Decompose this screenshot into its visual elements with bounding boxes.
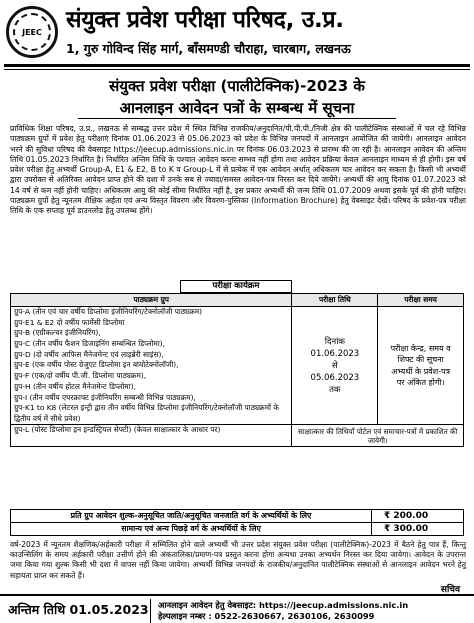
exam-date-suffix: तक bbox=[329, 384, 341, 395]
fee-table bbox=[10, 509, 464, 536]
exam-schedule-title: परीक्षा कार्यक्रम bbox=[180, 280, 292, 293]
body-paragraph: प्राविधिक शिक्षा परिषद, उ.प्र., लखनऊ से सम्बद्ध उत्तर प्रदेश में स्थित विभिन्न राजकीय/अनुदानित/पी.पी.पी./निजी क्षेत्र की पालीटेक्निक संस्थाओं में चल रहे विभिन्न पाठ्यक्रम ग्रुपों में प्रवेश हेतु परीक्षाएं दिनांक 01.06.2023 से 05.06.2023 को प्रदेश के विभिन्न जनपदों में आनलाइन आयोजित की जायेगी। आनलाइन आवेदन भरने की सुविधा परिषद की वेबसाइट https://jeecup.admissions.nic.in पर दिनांक 06.03.2023 से प्रारम्भ की जा रही है। आनलाइन आवेदन की अन्तिम तिथि 01.05.2023 निर्धारित है। निर्धारित अन्तिम तिथि के पश्चात आवेदन करना सम्भव नहीं होगा तथा आवेदन प्रक्रिया केवल आनलाइन माध्यम से ही होगी। इस वर्ष प्रवेश परीक्षा हेतु अभ्यर्थी Group-A, E1 & E2, B to K व Group-L में से प्रत्येक में एक आवेदन अर्थात् अधिकतम चार आवेदन कर सकता है। किसी भी अभ्यर्थी द्वारा उपरोक्त से अतिरिक्त आवेदन प्राप्त होने की दशा में उनके सब से ज्यादा/समस्त आवेदन-पत्र निरस्त कर दिये जायेंगे। अभ्यर्थी की आयु दिनांक 01.07.2023 को 14 वर्ष से कम नहीं होनी चाहिए। अधिकतम आयु की कोई सीमा निर्धारित नहीं है, इस प्रकार अभ्यर्थी की जन्म तिथि 01.07.2009 अथवा इसके पूर्व की होनी चाहिए। पाठ्यक्रम ग्रुपों हेतु न्यूनतम शैक्षिक अर्हता एवं अन्य विस्तृत विवरण और विवरण-पुस्तिका (Information Brochure) हेतु वेबसाइट देखें। परिषद के प्रवेश-पत्र परीक्षा तिथि के एक सप्ताह पूर्व डाउनलोड हेतु उपलब्ध होंगे। bbox=[10, 124, 466, 216]
schedule-row-interview bbox=[11, 425, 464, 447]
course-item: ग्रुप-K1 to K8 (लेटरल इन्ट्री द्वारा तीन वर्षीय विभिन्न डिप्लोमा इंजीनियरिंग/टेक्नोलॉजी पाठ्यक्रमों के द्वितीय वर्ष में सीधे प्रवेश) bbox=[14, 403, 279, 423]
course-item: ग्रुप-I (तीन वर्षीय एयरक्राफ्ट इंजीनियरिंग सम्बन्धी विभिन्न पाठ्यक्रम), bbox=[14, 392, 196, 402]
notice-title-line2: आनलाइन आवेदन पत्रों के सम्बन्ध में सूचना bbox=[119, 99, 355, 117]
fee-row bbox=[11, 510, 464, 523]
fee-amount: ₹ 300.00 bbox=[372, 523, 464, 536]
course-item: ग्रुप-B (एग्रीकल्चर इंजीनियरिंग), bbox=[14, 328, 101, 338]
course-list bbox=[11, 307, 292, 425]
course-item: ग्रुप-A (तीन एवं चार वर्षीय डिप्लोमा इंजीनियरिंग/टेक्नोलॉजी पाठ्यक्रम) bbox=[14, 307, 203, 316]
exam-date-start: 01.06.2023 bbox=[310, 348, 360, 359]
schedule-row bbox=[11, 307, 464, 425]
header-rule-thin bbox=[4, 69, 470, 70]
notice-title-line1: संयुक्त प्रवेश परीक्षा (पालीटेक्निक)-2023 के bbox=[109, 77, 365, 95]
header-rule bbox=[4, 64, 470, 67]
fee-label: सामान्य एवं अन्य पिछड़े वर्ग के अभ्यर्थियों के लिए bbox=[11, 523, 372, 536]
website-line: आनलाइन आवेदन हेतु वेबसाइट: https://jeecup.admissions.nic.in bbox=[158, 600, 409, 610]
course-item: ग्रुप-D (दो वर्षीय आफिस मैनेजमेन्ट एवं लाइब्रेरी साइंस), bbox=[14, 349, 164, 359]
organization-name: संयुक्त प्रवेश परीक्षा परिषद, उ.प्र. bbox=[66, 7, 344, 33]
course-item: ग्रुप-F (एक/दो वर्षीय पी.जी. डिप्लोमा पाठ्यक्रम), bbox=[14, 371, 147, 381]
interview-note: साक्षात्कार की तिथियाँ पोर्टल एवं समाचार-पत्रों में प्रकाशित की जायेगी। bbox=[292, 425, 464, 447]
course-list-interview bbox=[11, 425, 292, 447]
course-item: ग्रुप-C (तीन वर्षीय फैशन डिजाइनिंग सम्बन्धित डिप्लोमा), bbox=[14, 339, 165, 349]
notice-header bbox=[0, 0, 474, 73]
notice-body bbox=[10, 124, 466, 217]
title-underline bbox=[78, 118, 396, 119]
exam-date-connector: से bbox=[331, 360, 338, 371]
course-item: ग्रुप-E1 & E2 दो वर्षीय फार्मेसी डिप्लोमा bbox=[14, 317, 125, 327]
exam-schedule-table bbox=[10, 293, 464, 447]
course-item: ग्रुप-L (पोस्ट डिप्लोमा इन इन्डस्ट्रियल सेफ्टी) (केवल साक्षात्कार के आधार पर) bbox=[14, 425, 221, 435]
course-item: ग्रुप-E (एक वर्षीय पोस्ट ग्रेजुएट डिप्लोमा इन बायोटेक्नोलॉजी), bbox=[14, 360, 179, 370]
fee-amount: ₹ 200.00 bbox=[372, 510, 464, 523]
fee-row bbox=[11, 523, 464, 536]
exam-time-cell: परीक्षा केन्द्र, समय व शिफ्ट की सूचना अभ्यर्थी के प्रवेश-पत्र पर अंकित होगी। bbox=[378, 307, 464, 425]
eligibility-notice: वर्ष-2023 में न्यूनतम शैक्षणिक/अर्हकारी परीक्षा में सम्मिलित होने वाले अभ्यर्थी भी उत्तर प्रदेश संयुक्त प्रवेश परीक्षा (पालीटेक्निक)-2023 में बैठने हेतु पात्र हैं, किन्तु काउन्सिलिंग के समय अर्हकारी परीक्षा उत्तीर्ण होने की अंकतालिका/प्रमाण-पत्र प्रस्तुत करना होगा अन्यथा उनका अभ्यर्थन निरस्त कर दिया जायेगा। आवेदन के उपरान्त जमा किया गया शुल्क किसी भी दशा में वापस नहीं किया जायेगा। अभ्यर्थी विभिन्न जनपदों के राजकीय/अनुदानित पालीटेक्निक संस्थाओं से आनलाइन आवेदन भरने हेतु सहायता प्राप्त कर सकते हैं। bbox=[10, 540, 466, 580]
schedule-header-row bbox=[11, 294, 464, 307]
col-exam-time: परीक्षा समय bbox=[378, 294, 464, 307]
col-course-group: पाठ्यक्रम ग्रुप bbox=[11, 294, 292, 307]
exam-date-prefix: दिनांक bbox=[324, 336, 345, 347]
exam-date-cell bbox=[292, 307, 378, 425]
organization-address: 1, गुरु गोविन्द सिंह मार्ग, बाँसमण्डी चौराहा, चारबाग, लखनऊ bbox=[66, 41, 351, 56]
fee-label: प्रति ग्रुप आवेदन शुल्क-अनुसूचित जाति/अनुसूचित जनजाति वर्ग के अभ्यर्थियों के लिए bbox=[11, 510, 372, 523]
logo-emblem: JEEC bbox=[13, 13, 51, 51]
exam-date-end: 05.06.2023 bbox=[310, 372, 360, 383]
notice-footer bbox=[0, 594, 474, 623]
last-date: अन्तिम तिथि 01.05.2023 bbox=[8, 602, 149, 617]
helpline-line: हेल्पलाइन नम्बर : 0522-2630667, 2630106, 2630099 bbox=[158, 611, 375, 621]
course-item: ग्रुप-H (तीन वर्षीय होटल मैनेजमेन्ट डिप्लोमा), bbox=[14, 381, 136, 391]
col-exam-date: परीक्षा तिथि bbox=[292, 294, 378, 307]
council-logo bbox=[6, 6, 58, 58]
footer-divider bbox=[150, 599, 151, 623]
signatory: सचिव bbox=[440, 585, 460, 595]
